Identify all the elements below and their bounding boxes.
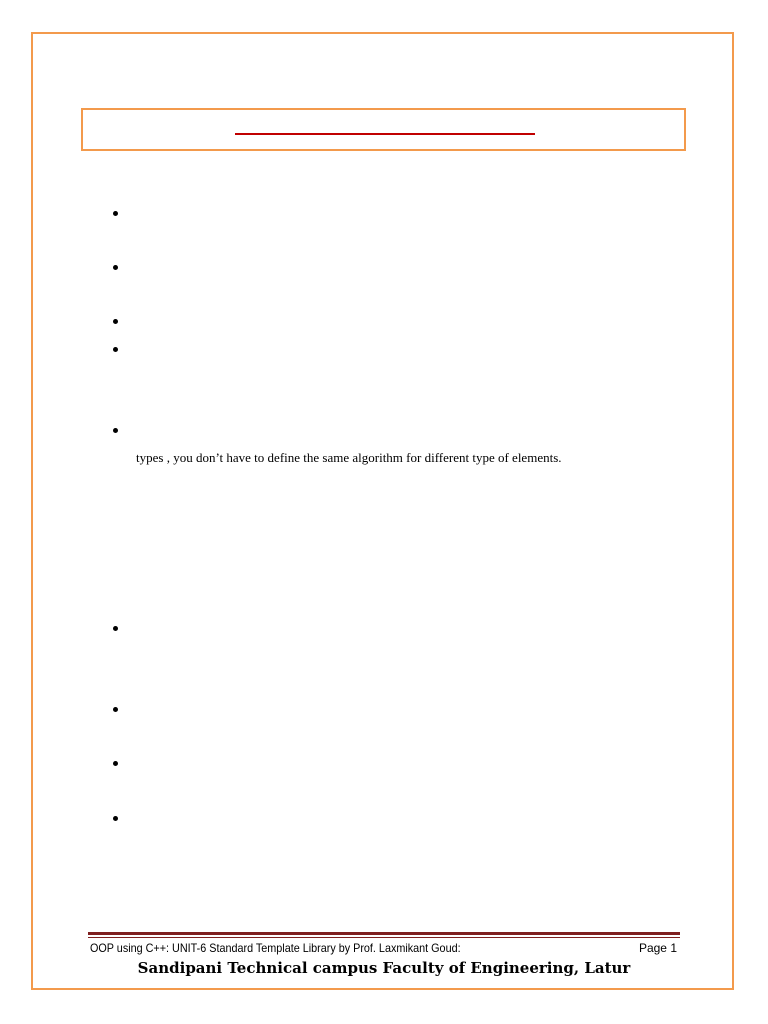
bullet-point — [113, 813, 123, 823]
bullet-point — [113, 208, 123, 218]
title-underline — [235, 133, 535, 135]
bullet-point — [113, 704, 123, 714]
footer-course-line: OOP using C++: UNIT-6 Standard Template Library by Prof. Laxmikant Goud: — [90, 941, 461, 955]
footer-rule-thin — [88, 937, 680, 938]
bullet-point — [113, 623, 123, 633]
footer-rule — [88, 932, 680, 935]
footer-page-number: Page 1 — [638, 941, 677, 955]
page-border — [31, 32, 734, 990]
footer-institution: Sandipani Technical campus Faculty of Engineering, Latur — [137, 959, 631, 977]
bullet-point — [113, 344, 123, 354]
continuation-text: types , you don’t have to define the same algorithm for different type of elements. — [136, 450, 562, 465]
bullet-point — [113, 758, 123, 768]
bullet-point — [113, 425, 123, 435]
bullet-point — [113, 262, 123, 272]
title-box — [81, 108, 686, 151]
bullet-point — [113, 316, 123, 326]
